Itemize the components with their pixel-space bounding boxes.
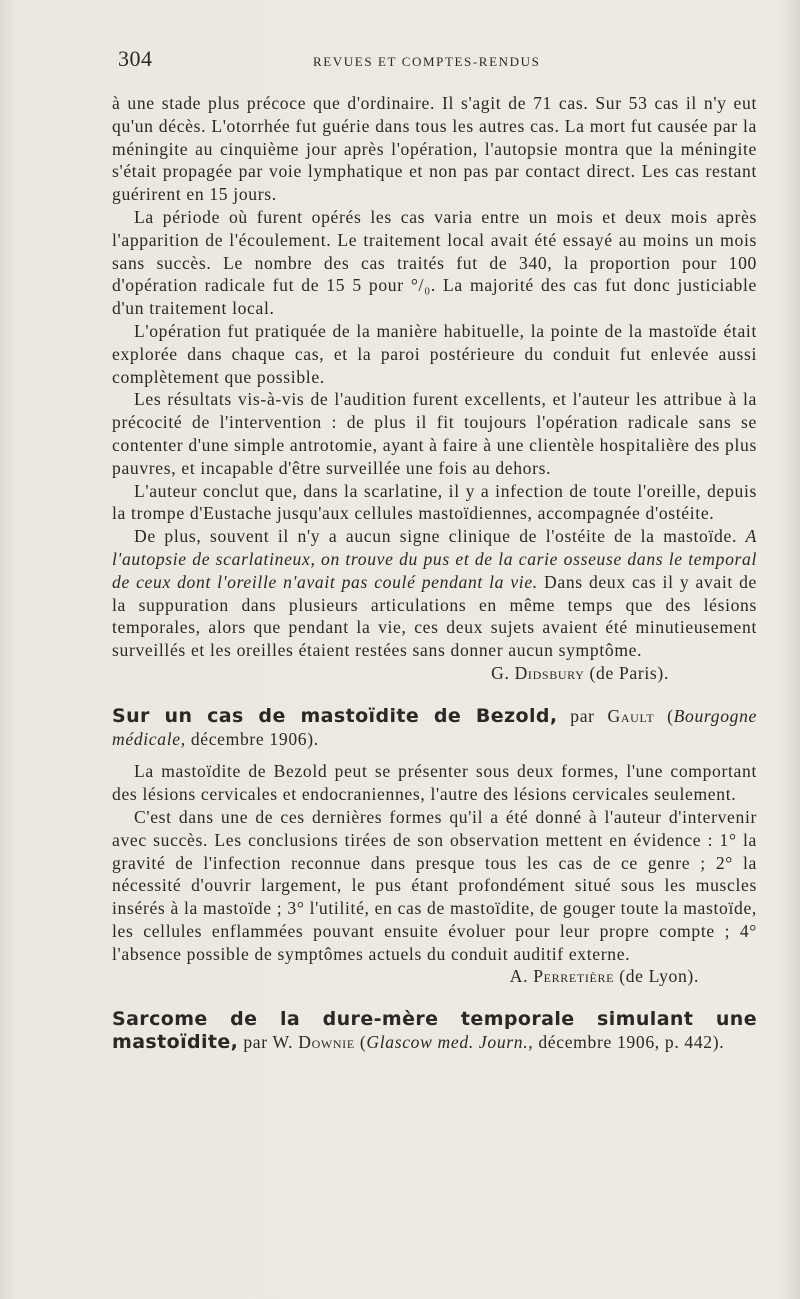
signature-initial: A. bbox=[509, 966, 534, 987]
paragraph: L'auteur conclut que, dans la scarlatine, il y a infection de toute l'oreille, depuis la trompe d'Eustache jusqu'aux cellules mastoïdiennes, accompagnée d'ostéite. bbox=[112, 480, 757, 524]
title-bold: Sur un cas de mastoïdite de Bezold, bbox=[112, 704, 558, 727]
signature-place: (de Lyon). bbox=[614, 966, 699, 987]
paragraph: La mastoïdite de Bezold peut se présenter sous deux formes, l'une comportant des lésions cervicales et endocraniennes, l'autre des lésions cervicales seulement. bbox=[112, 761, 757, 805]
page-number: 304 bbox=[118, 46, 153, 71]
article-scarlatine bbox=[112, 92, 757, 685]
paragraph: L'opération fut pratiquée de la manière habituelle, la pointe de la mastoïde était explorée dans chaque cas, et la paroi postérieure du conduit fut enlevée aussi complètement que possible. bbox=[112, 320, 757, 387]
title-par: par bbox=[557, 705, 608, 726]
signature bbox=[112, 965, 757, 988]
title-paren: ( bbox=[354, 1032, 367, 1053]
text-run: De plus, souvent il n'y a aucun signe clinique de l'ostéite de la mastoïde. bbox=[134, 526, 746, 547]
signature-place: (de Paris). bbox=[584, 662, 669, 683]
text-run: Dans deux cas il y avait de la suppuration dans plusieurs articulations en même temps que des lésions temporales, alors que pendant la vie, ces deux sujets avaient été minutieusement surveillés et les oreilles étaient restées sans donner aucun symptôme. bbox=[112, 571, 757, 661]
paragraph: C'est dans une de ces dernières formes qu'il a été donné à l'auteur d'intervenir avec succès. Les conclusions tirées de son observation mettent en évidence : 1° la gravité de l'infection reconnue dans presque tous les cas de ce genre ; 2° la nécessité d'ouvrir largement, le pus étant profondément situé sous les muscles insérés à la mastoïde ; 3° l'utilité, en cas de mastoïdite, de gouger toute la mastoïde, les cellules enflammées pouvant ensuite évoluer pour leur propre compte ; 4° l'absence possible de symptômes actuels du conduit auditif externe. bbox=[112, 806, 757, 964]
article-sarcome bbox=[112, 1008, 757, 1054]
signature-initial: G. bbox=[491, 662, 515, 683]
page-header bbox=[118, 46, 748, 76]
italic-run: A l'autopsie de scarlatineux, on trouve du pus et de la carie osseuse dans le temporal de ceux dont l'oreille n'avait pas coulé pendant la vie. bbox=[112, 526, 757, 592]
paragraph: à une stade plus précoce que d'ordinaire. Il s'agit de 71 cas. Sur 53 cas il n'y eut qu'un décès. L'otorrhée fut guérie dans tous les autres cas. La mort fut causée par la méningite au cinquième jour après l'opération, l'autopsie montra que la méningite s'était propagée par voie lymphatique et non pas par contact direct. Les cas restant guérirent en 15 jours. bbox=[112, 93, 757, 205]
title-par: par W. bbox=[238, 1032, 299, 1053]
title-date: décembre 1906). bbox=[185, 728, 319, 749]
article-bezold bbox=[112, 705, 757, 989]
paragraph: La période où furent opérés les cas varia entre un mois et deux mois après l'apparition de l'écoulement. Le traitement local avait été essayé au moins un mois sans succès. Le nombre des cas traités fut de 340, la proportion pour 100 d'opération radicale fut de 15 5 pour °/₀. La majorité des cas fut donc justiciable d'un traitement local. bbox=[112, 206, 757, 319]
title-date: décembre 1906, p. 442). bbox=[533, 1032, 725, 1053]
author-name: Perretière bbox=[533, 966, 615, 987]
title-bold: Sarcome de la dure-mère temporale simulant une mastoïdite, bbox=[112, 1008, 757, 1054]
body-text bbox=[112, 92, 757, 1054]
author-name: Didsbury bbox=[514, 662, 585, 683]
title-author: Downie bbox=[298, 1032, 355, 1053]
title-author: Gault bbox=[607, 705, 655, 726]
paragraph: Les résultats vis-à-vis de l'audition furent excellents, et l'auteur les attribue à la précocité de l'intervention : de plus il fit toujours l'opération radicale sans se contenter d'une simple antrotomie, ayant à faire à une clientèle hospitalière des plus pauvres, et incapable d'être surveillée une fois au dehors. bbox=[112, 389, 757, 478]
running-head: REVUES ET COMPTES-RENDUS bbox=[313, 54, 541, 69]
title-journal: Bourgogne médicale, bbox=[112, 705, 757, 749]
article-title bbox=[112, 1008, 757, 1054]
signature bbox=[112, 662, 757, 685]
title-journal: Glascow med. Journ., bbox=[366, 1032, 534, 1053]
paragraph bbox=[112, 525, 757, 662]
article-title bbox=[112, 705, 757, 751]
title-paren: ( bbox=[654, 705, 674, 726]
